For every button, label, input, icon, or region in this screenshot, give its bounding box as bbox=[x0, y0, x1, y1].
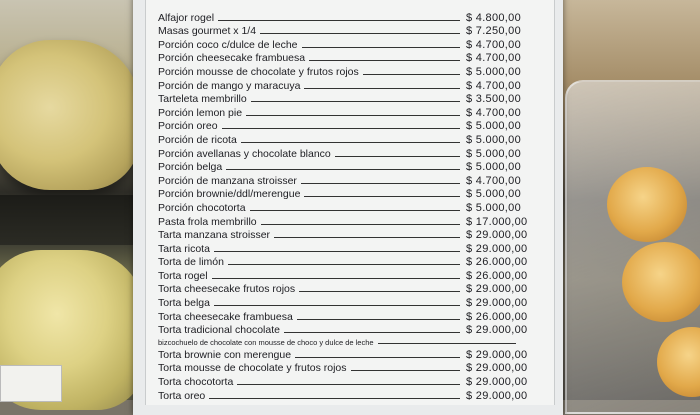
item-name: Torta cheesecake frambuesa bbox=[158, 310, 293, 323]
item-price: $ 4.700,00 bbox=[466, 174, 521, 187]
price-list-row bbox=[158, 160, 528, 174]
item-price: $ 5.000,00 bbox=[466, 161, 521, 174]
item-name: Porción chocotorta bbox=[158, 201, 246, 214]
leader-line bbox=[228, 264, 460, 265]
item-name: Pasta frola membrillo bbox=[158, 215, 257, 228]
item-price: $ 29.000,00 bbox=[466, 242, 528, 255]
item-price: $ 29.000,00 bbox=[466, 229, 528, 242]
price-list-row bbox=[158, 78, 528, 92]
item-price: $ 29.000,00 bbox=[466, 297, 528, 310]
price-list-row bbox=[158, 173, 528, 187]
item-price: $ 5.000,00 bbox=[466, 65, 521, 78]
item-name: Porción mousse de chocolate y frutos rojos bbox=[158, 65, 359, 78]
price-list-row bbox=[158, 228, 528, 242]
leader-line bbox=[284, 332, 460, 333]
price-list-row bbox=[158, 214, 528, 228]
leader-line bbox=[212, 278, 460, 279]
item-price: $ 4.700,00 bbox=[466, 38, 521, 51]
item-name: Porción belga bbox=[158, 161, 223, 174]
leader-line bbox=[218, 20, 460, 21]
leader-line bbox=[302, 47, 461, 48]
leader-line bbox=[246, 115, 460, 116]
cookie bbox=[607, 167, 687, 242]
item-name: Porción lemon pie bbox=[158, 106, 243, 119]
leader-line bbox=[250, 210, 460, 211]
price-list-row bbox=[158, 347, 528, 361]
cookie-tray bbox=[565, 80, 700, 414]
item-price: $ 29.000,00 bbox=[466, 348, 528, 361]
item-price: $ 29.000,00 bbox=[466, 283, 528, 296]
leader-line bbox=[363, 74, 460, 75]
leader-line bbox=[260, 33, 460, 34]
item-price: $ 17.000,00 bbox=[466, 215, 528, 228]
leader-line bbox=[299, 291, 460, 292]
leader-line bbox=[304, 88, 460, 89]
item-price: $ 26.000,00 bbox=[466, 269, 528, 282]
leader-line bbox=[274, 237, 460, 238]
cookie bbox=[657, 327, 700, 397]
item-name: Porción cheesecake frambuesa bbox=[158, 52, 306, 65]
price-list-row bbox=[158, 268, 528, 282]
item-name: Torta rogel bbox=[158, 269, 208, 282]
item-name: Torta oreo bbox=[158, 389, 206, 402]
item-name: Porción coco c/dulce de leche bbox=[158, 38, 298, 51]
leader-line bbox=[214, 305, 460, 306]
price-list-row bbox=[158, 37, 528, 51]
item-price: $ 4.700,00 bbox=[466, 52, 521, 65]
leader-line bbox=[295, 357, 460, 358]
wrapped-cake-top-left bbox=[0, 40, 140, 190]
item-price: $ 26.000,00 bbox=[466, 310, 528, 323]
price-list-row bbox=[158, 374, 528, 388]
item-price: $ 29.000,00 bbox=[466, 324, 528, 337]
leader-line bbox=[222, 128, 460, 129]
item-name: Torta mousse de chocolate y frutos rojos bbox=[158, 362, 347, 375]
item-name: Torta tradicional chocolate bbox=[158, 324, 280, 337]
price-list-row bbox=[158, 119, 528, 133]
item-price: $ 5.000,00 bbox=[466, 133, 521, 146]
item-name: Tarteleta membrillo bbox=[158, 93, 247, 106]
price-list-row bbox=[158, 105, 528, 119]
item-name: Tarta manzana stroisser bbox=[158, 229, 271, 242]
price-list-row bbox=[158, 10, 528, 24]
item-price: $ 5.000,00 bbox=[466, 147, 521, 160]
price-list bbox=[158, 10, 528, 402]
price-list-row bbox=[158, 241, 528, 255]
item-name: Porción de ricota bbox=[158, 133, 237, 146]
item-price: $ 29.000,00 bbox=[466, 376, 528, 389]
leader-line bbox=[309, 60, 460, 61]
item-price: $ 29.000,00 bbox=[466, 362, 528, 375]
leader-line bbox=[335, 156, 460, 157]
item-name: Porción avellanas y chocolate blanco bbox=[158, 147, 331, 160]
item-name: Masas gourmet x 1/4 bbox=[158, 25, 257, 38]
leader-line bbox=[301, 183, 460, 184]
leader-line bbox=[241, 142, 460, 143]
price-list-row bbox=[158, 295, 528, 309]
item-price: $ 5.000,00 bbox=[466, 188, 521, 201]
item-price: $ 4.700,00 bbox=[466, 106, 521, 119]
price-list-row bbox=[158, 146, 528, 160]
item-name: Torta de limón bbox=[158, 256, 224, 269]
item-name: Tarta ricota bbox=[158, 242, 210, 255]
note-text: bizcochuelo de chocolate con mousse de choco y dulce de leche bbox=[158, 338, 374, 348]
item-name: Alfajor rogel bbox=[158, 11, 215, 24]
leader-line bbox=[226, 169, 460, 170]
leader-line bbox=[351, 370, 460, 371]
item-price: $ 4.800,00 bbox=[466, 11, 521, 24]
price-list-row bbox=[158, 282, 528, 296]
price-tag-left bbox=[0, 365, 62, 402]
item-price: $ 5.000,00 bbox=[466, 201, 521, 214]
price-list-row bbox=[158, 323, 528, 337]
price-list-row bbox=[158, 51, 528, 65]
leader-line bbox=[214, 251, 460, 252]
leader-line bbox=[304, 196, 460, 197]
price-list-row bbox=[158, 361, 528, 375]
item-name: Torta brownie con merengue bbox=[158, 348, 292, 361]
price-list-row bbox=[158, 24, 528, 38]
leader-line bbox=[261, 224, 460, 225]
item-name: Porción brownie/ddl/merengue bbox=[158, 188, 301, 201]
price-list-row bbox=[158, 200, 528, 214]
price-list-row bbox=[158, 255, 528, 269]
item-name: Porción de mango y maracuya bbox=[158, 79, 301, 92]
item-price: $ 4.700,00 bbox=[466, 79, 521, 92]
item-description-note bbox=[158, 336, 528, 347]
leader-line bbox=[209, 398, 460, 399]
price-list-row bbox=[158, 187, 528, 201]
cookie bbox=[622, 242, 700, 322]
item-price: $ 5.000,00 bbox=[466, 120, 521, 133]
item-name: Torta cheesecake frutos rojos bbox=[158, 283, 296, 296]
leader-line bbox=[378, 343, 516, 344]
item-name: Porción oreo bbox=[158, 120, 218, 133]
price-list-row bbox=[158, 92, 528, 106]
display-shelf bbox=[0, 195, 140, 245]
price-list-row bbox=[158, 132, 528, 146]
leader-line bbox=[297, 319, 460, 320]
item-name: Torta belga bbox=[158, 297, 210, 310]
leader-line bbox=[237, 384, 460, 385]
leader-line bbox=[251, 101, 460, 102]
item-price: $ 3.500,00 bbox=[466, 93, 521, 106]
item-name: Torta chocotorta bbox=[158, 376, 234, 389]
price-list-row bbox=[158, 309, 528, 323]
item-name: Porción de manzana stroisser bbox=[158, 174, 297, 187]
item-price: $ 26.000,00 bbox=[466, 256, 528, 269]
item-price: $ 29.000,00 bbox=[466, 389, 528, 402]
item-price: $ 7.250,00 bbox=[466, 25, 521, 38]
price-list-row bbox=[158, 64, 528, 78]
